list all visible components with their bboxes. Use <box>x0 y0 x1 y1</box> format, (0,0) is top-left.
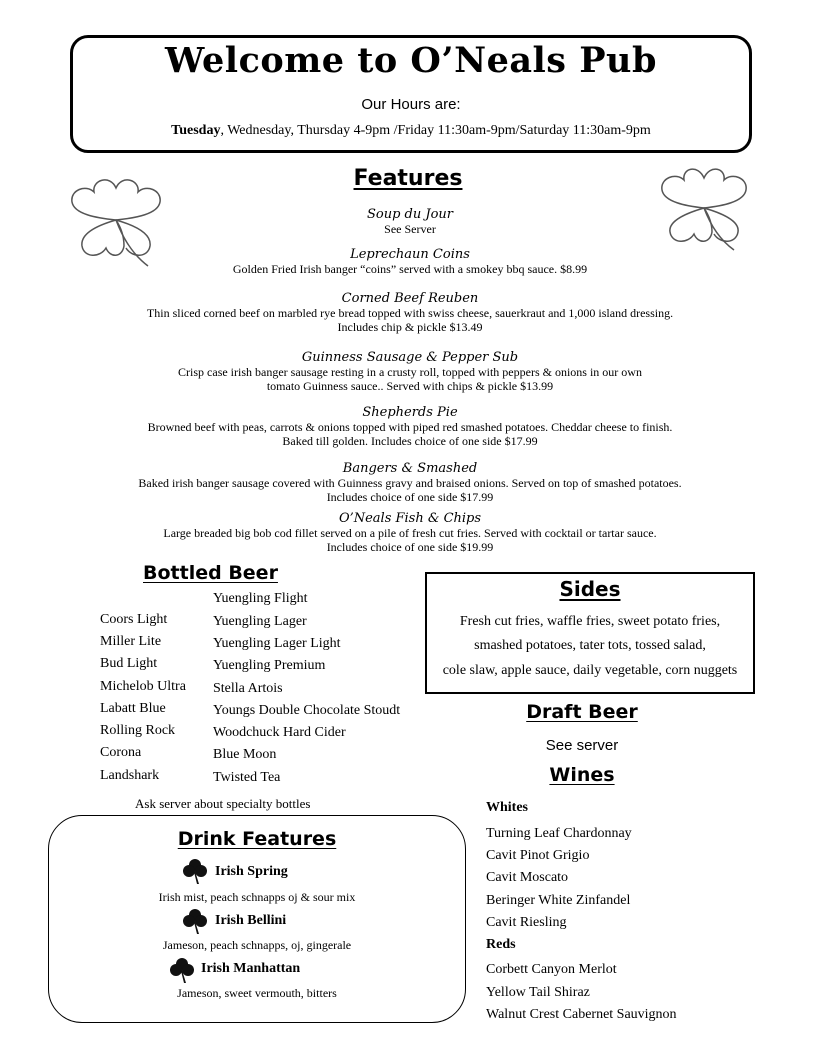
sides-line: smashed potatoes, tater tots, tossed salad, <box>474 638 706 653</box>
shamrock-icon <box>182 858 208 884</box>
bottled-beer-title: Bottled Beer <box>143 562 278 584</box>
drink-features-box <box>48 815 466 1023</box>
feature-desc: Golden Fried Irish banger “coins” served with a smokey bbq sauce. $8.99 <box>232 262 588 276</box>
wine-item: Yellow Tail Shiraz <box>486 985 590 1000</box>
hours-rest: , Wednesday, Thursday 4-9pm /Friday 11:30am-9pm/Saturday 11:30am-9pm <box>220 123 651 138</box>
beer-item: Woodchuck Hard Cider <box>213 725 346 740</box>
wines-title: Wines <box>549 764 615 786</box>
feature-desc: Large breaded big bob cod fillet served on a pile of fresh cut fries. Served with cocktail or tartar sauce. <box>163 526 657 540</box>
feature-name: O’Neals Fish & Chips <box>338 511 482 526</box>
beer-item: Michelob Ultra <box>100 679 186 694</box>
wine-item: Beringer White Zinfandel <box>486 893 631 908</box>
feature-item <box>60 247 760 276</box>
features-title: Features <box>353 166 463 191</box>
feature-name: Guinness Sausage & Pepper Sub <box>301 350 519 365</box>
feature-desc: Thin sliced corned beef on marbled rye bread topped with swiss cheese, sauerkraut and 1,000 island dressing. <box>146 306 674 320</box>
hours-text <box>73 123 749 139</box>
feature-name: Bangers & Smashed <box>342 461 478 476</box>
beer-item: Miller Lite <box>100 634 162 649</box>
wine-item: Cavit Moscato <box>486 870 569 885</box>
beer-item: Bud Light <box>100 656 158 671</box>
feature-item <box>60 461 760 504</box>
shamrock-icon <box>182 908 208 934</box>
wine-item: Cavit Riesling <box>486 915 567 930</box>
beer-item: Blue Moon <box>213 747 277 762</box>
beer-item: Yuengling Premium <box>213 658 326 673</box>
beer-item: Youngs Double Chocolate Stoudt <box>213 703 401 718</box>
feature-desc: Baked till golden. Includes choice of one side $17.99 <box>282 434 538 448</box>
drink-desc: Jameson, sweet vermouth, bitters <box>177 986 337 1000</box>
drink-desc: Jameson, peach schnapps, oj, gingerale <box>162 938 352 952</box>
wine-item: Turning Leaf Chardonnay <box>486 826 632 841</box>
header-box <box>70 35 752 153</box>
feature-item <box>60 291 760 334</box>
hours-label: Our Hours are: <box>361 96 461 113</box>
beer-item: Yuengling Flight <box>213 591 308 606</box>
feature-name: Soup du Jour <box>366 207 453 222</box>
feature-item <box>60 350 760 393</box>
beer-item: Stella Artois <box>213 681 283 696</box>
wine-category-whites: Whites <box>486 800 528 815</box>
specialty-bottles-note: Ask server about specialty bottles <box>135 796 311 811</box>
feature-name: Corned Beef Reuben <box>341 291 479 306</box>
wine-category-reds: Reds <box>486 937 516 952</box>
wine-item: Walnut Crest Cabernet Sauvignon <box>486 1007 677 1022</box>
feature-desc: Includes choice of one side $17.99 <box>326 490 494 504</box>
feature-name: Shepherds Pie <box>362 405 458 420</box>
drink-features-title: Drink Features <box>177 828 337 850</box>
feature-desc: tomato Guinness sauce.. Served with chips & pickle $13.99 <box>266 379 554 393</box>
beer-item: Labatt Blue <box>100 701 166 716</box>
beer-item: Landshark <box>100 768 160 783</box>
feature-desc: Crisp case irish banger sausage resting in a crusty roll, topped with peppers & onions in our own <box>178 365 642 379</box>
sides-title: Sides <box>559 577 621 601</box>
drink-name: Irish Spring <box>215 864 288 879</box>
draft-beer-text: See server <box>545 737 619 754</box>
beer-item: Corona <box>100 745 142 760</box>
feature-desc: See Server <box>384 222 436 236</box>
hours-bold-day: Tuesday <box>171 123 221 138</box>
beer-item: Twisted Tea <box>213 770 281 785</box>
feature-desc: Baked irish banger sausage covered with Guinness gravy and braised onions. Served on top of smashed potatoes. <box>138 476 682 490</box>
feature-desc: Includes choice of one side $19.99 <box>326 540 494 554</box>
drink-name: Irish Manhattan <box>201 961 301 976</box>
feature-desc: Includes chip & pickle $13.49 <box>337 320 483 334</box>
draft-beer-title: Draft Beer <box>526 701 638 723</box>
drink-name: Irish Bellini <box>215 913 287 928</box>
wine-item: Cavit Pinot Grigio <box>486 848 590 863</box>
feature-item <box>60 207 760 236</box>
beer-item: Yuengling Lager <box>213 614 307 629</box>
page-title: Welcome to O’Neals Pub <box>165 40 657 81</box>
shamrock-icon <box>169 957 195 983</box>
wine-item: Corbett Canyon Merlot <box>486 962 617 977</box>
beer-item: Rolling Rock <box>100 723 176 738</box>
beer-item: Yuengling Lager Light <box>213 636 341 651</box>
feature-item <box>60 405 760 448</box>
feature-desc: Browned beef with peas, carrots & onions topped with piped red smashed potatoes. Cheddar cheese to finish. <box>147 420 673 434</box>
feature-name: Leprechaun Coins <box>350 247 470 262</box>
sides-line: cole slaw, apple sauce, daily vegetable, corn nuggets <box>442 663 738 678</box>
sides-line: Fresh cut fries, waffle fries, sweet potato fries, <box>459 614 721 629</box>
sides-box <box>425 572 755 694</box>
drink-desc: Irish mist, peach schnapps oj & sour mix <box>158 890 356 904</box>
beer-item: Coors Light <box>100 612 168 627</box>
feature-item <box>60 511 760 554</box>
